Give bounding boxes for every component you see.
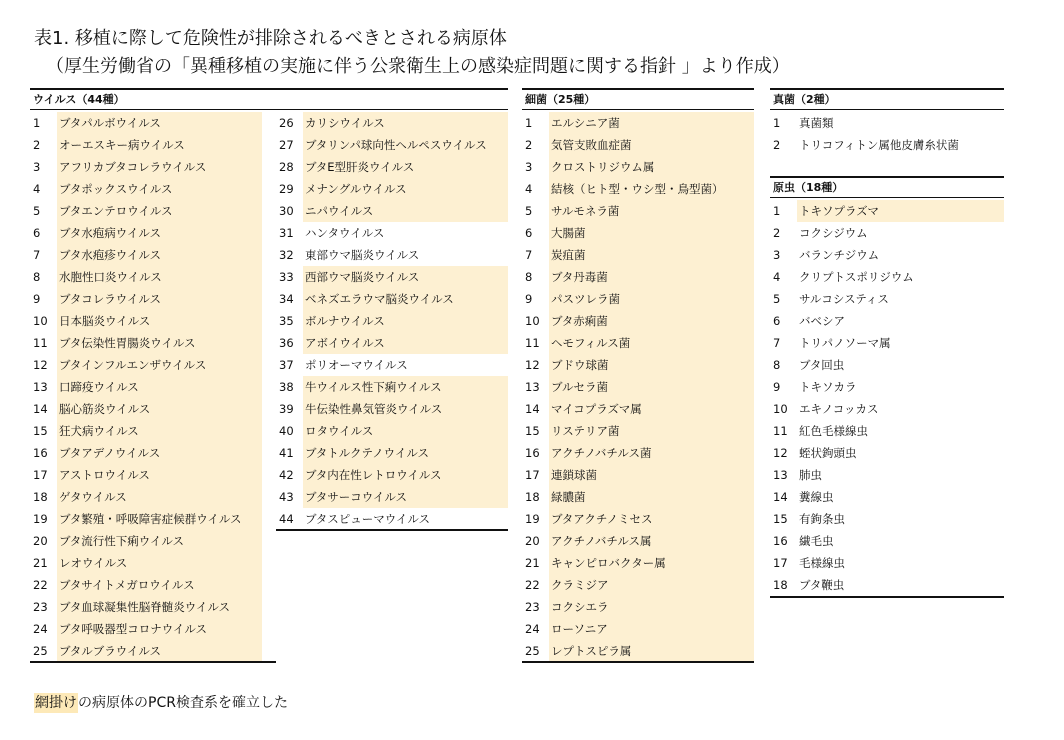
pathogen-name: 口蹄疫ウイルス [57, 376, 262, 398]
pathogen-name: ゲタウイルス [57, 486, 262, 508]
item-number: 16 [33, 446, 48, 460]
item-number: 11 [525, 336, 540, 350]
pathogen-name: リステリア菌 [549, 420, 754, 442]
item-number: 21 [525, 556, 540, 570]
list-item [522, 420, 754, 442]
pathogen-name: ブタ伝染性胃腸炎ウイルス [57, 332, 262, 354]
list-item [770, 200, 1004, 222]
item-number: 35 [279, 314, 294, 328]
list-item [276, 354, 508, 376]
item-number: 8 [33, 270, 41, 284]
pathogen-name: ブタポックスウイルス [57, 178, 262, 200]
pathogen-name: ブタトルクテノウイルス [303, 442, 508, 464]
item-number: 24 [525, 622, 540, 636]
item-number: 12 [525, 358, 540, 372]
list-item [522, 574, 754, 596]
list-item [276, 266, 508, 288]
list-item [276, 398, 508, 420]
pathogen-name: クラミジア [549, 574, 754, 596]
item-number: 3 [525, 160, 533, 174]
item-number: 4 [525, 182, 533, 196]
item-number: 10 [33, 314, 48, 328]
item-number: 15 [33, 424, 48, 438]
item-number: 20 [33, 534, 48, 548]
list-item [30, 200, 262, 222]
pathogen-name: ブルセラ菌 [549, 376, 754, 398]
list-item [770, 222, 1004, 244]
list-item [522, 266, 754, 288]
fungi-header: 真菌（2種） [770, 88, 1004, 110]
protozoa-list [770, 200, 1004, 596]
list-item [276, 376, 508, 398]
item-number: 19 [33, 512, 48, 526]
list-item [770, 508, 1004, 530]
pathogen-name: トキソカラ [799, 380, 857, 394]
item-number: 3 [773, 248, 781, 262]
pathogen-name: バベシア [799, 314, 845, 328]
pathogen-name: 東部ウマ脳炎ウイルス [305, 248, 420, 262]
list-item [276, 156, 508, 178]
list-item [276, 134, 508, 156]
list-item [30, 222, 262, 244]
item-number: 15 [525, 424, 540, 438]
pathogen-name: ブタサイトメガロウイルス [57, 574, 262, 596]
table-title: 表1. 移植に際して危険性が排除されるべきとされる病原体 [34, 28, 507, 49]
pathogen-name: アクチノバチルス菌 [549, 442, 754, 464]
pathogen-name: ニパウイルス [303, 200, 508, 222]
item-number: 24 [33, 622, 48, 636]
item-number: 16 [525, 446, 540, 460]
list-item [30, 112, 262, 134]
list-item [30, 574, 262, 596]
pathogen-name: ベネズエラウマ脳炎ウイルス [303, 288, 508, 310]
pathogen-name: サルコシスティス [799, 292, 889, 306]
item-number: 22 [525, 578, 540, 592]
protozoa-section [770, 176, 1004, 198]
item-number: 33 [279, 270, 294, 284]
pathogen-name: 糞線虫 [799, 490, 834, 504]
list-item [30, 596, 262, 618]
pathogen-name: メナングルウイルス [303, 178, 508, 200]
item-number: 2 [773, 138, 781, 152]
footnote-text: の病原体のPCR検査系を確立した [78, 695, 288, 711]
pathogen-name: レオウイルス [57, 552, 262, 574]
item-number: 29 [279, 182, 294, 196]
pathogen-name: マイコプラズマ属 [549, 398, 754, 420]
list-item [770, 266, 1004, 288]
item-number: 10 [773, 402, 788, 416]
pathogen-name: ブドウ球菌 [549, 354, 754, 376]
pathogen-name: ブタアデノウイルス [57, 442, 262, 464]
list-item [522, 310, 754, 332]
list-item [522, 640, 754, 662]
list-item [30, 552, 262, 574]
list-item [522, 354, 754, 376]
list-item [30, 376, 262, 398]
pathogen-name: トキソプラズマ [797, 200, 1004, 222]
item-number: 32 [279, 248, 294, 262]
pathogen-name: ブタ赤痢菌 [549, 310, 754, 332]
item-number: 9 [33, 292, 41, 306]
list-item [770, 134, 1004, 156]
list-item [276, 178, 508, 200]
virus-list-col1 [30, 112, 262, 662]
virus-header: ウイルス（44種） [30, 88, 508, 110]
pathogen-name: ブタ水疱疹ウイルス [57, 244, 262, 266]
pathogen-name: トリパノソーマ属 [799, 336, 891, 350]
item-number: 14 [525, 402, 540, 416]
pathogen-name: レプトスピラ属 [549, 640, 754, 662]
list-item [30, 266, 262, 288]
protozoa-end-rule [770, 596, 1004, 598]
pathogen-name: 繊毛虫 [799, 534, 834, 548]
pathogen-name: 炭疽菌 [549, 244, 754, 266]
pathogen-name: 大腸菌 [549, 222, 754, 244]
item-number: 30 [279, 204, 294, 218]
item-number: 1 [525, 116, 533, 130]
list-item [770, 442, 1004, 464]
item-number: 4 [33, 182, 41, 196]
item-number: 44 [279, 512, 294, 526]
item-number: 7 [33, 248, 41, 262]
pathogen-name: ロタウイルス [303, 420, 508, 442]
list-item [30, 640, 262, 662]
item-number: 25 [33, 644, 48, 658]
list-item [522, 222, 754, 244]
virus-list-col2 [276, 112, 508, 530]
item-number: 15 [773, 512, 788, 526]
item-number: 7 [773, 336, 781, 350]
item-number: 11 [773, 424, 788, 438]
pathogen-name: ブタスピューマウイルス [305, 512, 431, 526]
list-item [770, 530, 1004, 552]
list-item [522, 376, 754, 398]
table-subtitle: （厚生労働省の「異種移植の実施に伴う公衆衛生上の感染症問題に関する指針 」より作成） [46, 56, 790, 77]
pathogen-name: トリコフィトン属他皮膚糸状菌 [799, 138, 959, 152]
list-item [276, 112, 508, 134]
pathogen-name: ブタアクチノミセス [549, 508, 754, 530]
pathogen-name: ブタサーコウイルス [303, 486, 508, 508]
list-item [522, 618, 754, 640]
list-item [770, 398, 1004, 420]
list-item [30, 354, 262, 376]
item-number: 18 [773, 578, 788, 592]
item-number: 1 [773, 116, 781, 130]
pathogen-name: ブタコレラウイルス [57, 288, 262, 310]
item-number: 23 [33, 600, 48, 614]
pathogen-name: 水胞性口炎ウイルス [57, 266, 262, 288]
list-item [770, 332, 1004, 354]
item-number: 17 [773, 556, 788, 570]
item-number: 43 [279, 490, 294, 504]
pathogen-name: ブタE型肝炎ウイルス [303, 156, 508, 178]
fungi-list [770, 112, 1004, 156]
item-number: 13 [33, 380, 48, 394]
pathogen-name: ブタルブラウイルス [57, 640, 262, 662]
list-item [770, 464, 1004, 486]
list-item [522, 486, 754, 508]
item-number: 5 [33, 204, 41, 218]
list-item [30, 508, 262, 530]
list-item [770, 552, 1004, 574]
item-number: 6 [33, 226, 41, 240]
item-number: 7 [525, 248, 533, 262]
item-number: 13 [525, 380, 540, 394]
item-number: 6 [525, 226, 533, 240]
list-item [522, 156, 754, 178]
list-item [770, 310, 1004, 332]
pathogen-name: アボイウイルス [303, 332, 508, 354]
item-number: 8 [773, 358, 781, 372]
list-item [770, 376, 1004, 398]
item-number: 13 [773, 468, 788, 482]
list-item [522, 134, 754, 156]
pathogen-name: 脳心筋炎ウイルス [57, 398, 262, 420]
list-item [276, 244, 508, 266]
item-number: 27 [279, 138, 294, 152]
item-number: 39 [279, 402, 294, 416]
item-number: 4 [773, 270, 781, 284]
pathogen-name: キャンピロバクター属 [549, 552, 754, 574]
item-number: 20 [525, 534, 540, 548]
pathogen-name: エルシニア菌 [549, 112, 754, 134]
pathogen-name: アフリカブタコレラウイルス [57, 156, 262, 178]
item-number: 25 [525, 644, 540, 658]
item-number: 12 [773, 446, 788, 460]
pathogen-name: 肺虫 [799, 468, 822, 482]
item-number: 1 [773, 204, 781, 218]
item-number: 2 [33, 138, 41, 152]
item-number: 10 [525, 314, 540, 328]
item-number: 28 [279, 160, 294, 174]
item-number: 9 [525, 292, 533, 306]
list-item [522, 552, 754, 574]
pathogen-name: コクシエラ [549, 596, 754, 618]
pathogen-name: 牛伝染性鼻気管炎ウイルス [303, 398, 508, 420]
list-item [522, 442, 754, 464]
list-item [522, 332, 754, 354]
item-number: 34 [279, 292, 294, 306]
item-number: 2 [525, 138, 533, 152]
list-item [30, 464, 262, 486]
item-number: 2 [773, 226, 781, 240]
list-item [770, 486, 1004, 508]
virus-col1-end-rule [30, 661, 276, 663]
pathogen-name: コクシジウム [799, 226, 868, 240]
pathogen-name: ポリオーマウイルス [305, 358, 408, 372]
pathogen-name: オーエスキー病ウイルス [57, 134, 262, 156]
list-item [522, 178, 754, 200]
item-number: 40 [279, 424, 294, 438]
list-item [30, 618, 262, 640]
pathogen-name: ブタエンテロウイルス [57, 200, 262, 222]
item-number: 22 [33, 578, 48, 592]
pathogen-name: ヘモフィルス菌 [549, 332, 754, 354]
pathogen-name: 有鉤条虫 [799, 512, 845, 526]
list-item [522, 464, 754, 486]
list-item [522, 508, 754, 530]
list-item [276, 310, 508, 332]
pathogen-name: ブタ呼吸器型コロナウイルス [57, 618, 262, 640]
pathogen-name: 毛様線虫 [799, 556, 845, 570]
list-item [522, 112, 754, 134]
list-item [30, 486, 262, 508]
list-item [30, 288, 262, 310]
list-item [30, 310, 262, 332]
list-item [770, 288, 1004, 310]
pathogen-name: ブタ鞭虫 [799, 578, 845, 592]
list-item [30, 530, 262, 552]
list-item [770, 420, 1004, 442]
pathogen-name: 紅色毛様線虫 [799, 424, 868, 438]
pathogen-name: アクチノバチルス属 [549, 530, 754, 552]
protozoa-header: 原虫（18種） [770, 176, 1004, 198]
pathogen-name: ブタ流行性下痢ウイルス [57, 530, 262, 552]
item-number: 23 [525, 600, 540, 614]
item-number: 9 [773, 380, 781, 394]
list-item [770, 244, 1004, 266]
bacteria-list [522, 112, 754, 662]
pathogen-name: サルモネラ菌 [549, 200, 754, 222]
pathogen-name: ローソニア [549, 618, 754, 640]
pathogen-name: 日本脳炎ウイルス [57, 310, 262, 332]
pathogen-name: ブタリンパ球向性ヘルペスウイルス [303, 134, 508, 156]
item-number: 38 [279, 380, 294, 394]
item-number: 17 [33, 468, 48, 482]
item-number: 21 [33, 556, 48, 570]
pathogen-name: クロストリジウム属 [549, 156, 754, 178]
pathogen-name: クリプトスポリジウム [799, 270, 914, 284]
pathogen-name: 真菌類 [799, 116, 834, 130]
list-item [276, 486, 508, 508]
list-item [770, 112, 1004, 134]
item-number: 31 [279, 226, 294, 240]
fungi-section [770, 88, 1004, 110]
footnote-highlight-sample: 網掛け [35, 695, 77, 711]
bacteria-header: 細菌（25種） [522, 88, 754, 110]
list-item [276, 332, 508, 354]
pathogen-name: 緑膿菌 [549, 486, 754, 508]
item-number: 6 [773, 314, 781, 328]
pathogen-name: エキノコッカス [799, 402, 879, 416]
item-number: 42 [279, 468, 294, 482]
item-number: 19 [525, 512, 540, 526]
list-item [276, 420, 508, 442]
list-item [30, 156, 262, 178]
pathogen-name: ブタ水疱病ウイルス [57, 222, 262, 244]
item-number: 12 [33, 358, 48, 372]
pathogen-name: 連鎖球菌 [549, 464, 754, 486]
item-number: 5 [525, 204, 533, 218]
item-number: 14 [773, 490, 788, 504]
item-number: 18 [33, 490, 48, 504]
list-item [770, 574, 1004, 596]
list-item [522, 530, 754, 552]
list-item [522, 398, 754, 420]
pathogen-name: 気管支敗血症菌 [549, 134, 754, 156]
list-item [522, 200, 754, 222]
item-number: 37 [279, 358, 294, 372]
virus-section [30, 88, 508, 110]
item-number: 8 [525, 270, 533, 284]
item-number: 17 [525, 468, 540, 482]
item-number: 18 [525, 490, 540, 504]
pathogen-name: バランチジウム [799, 248, 880, 262]
pathogen-name: ブタ血球凝集性脳脊髄炎ウイルス [57, 596, 262, 618]
list-item [276, 200, 508, 222]
item-number: 26 [279, 116, 294, 130]
item-number: 5 [773, 292, 781, 306]
list-item [522, 596, 754, 618]
item-number: 3 [33, 160, 41, 174]
list-item [522, 244, 754, 266]
list-item [30, 442, 262, 464]
item-number: 16 [773, 534, 788, 548]
list-item [276, 222, 508, 244]
pathogen-name: ブタ丹毒菌 [549, 266, 754, 288]
list-item [276, 442, 508, 464]
list-item [30, 420, 262, 442]
pathogen-name: 西部ウマ脳炎ウイルス [303, 266, 508, 288]
pathogen-name: ブタ内在性レトロウイルス [303, 464, 508, 486]
pathogen-name: カリシウイルス [303, 112, 508, 134]
pathogen-name: パスツレラ菌 [549, 288, 754, 310]
item-number: 36 [279, 336, 294, 350]
list-item [276, 508, 508, 530]
list-item [30, 178, 262, 200]
item-number: 1 [33, 116, 41, 130]
list-item [276, 288, 508, 310]
footnote [34, 692, 288, 712]
list-item [30, 398, 262, 420]
pathogen-name: ブタ繁殖・呼吸障害症候群ウイルス [57, 508, 262, 530]
list-item [276, 464, 508, 486]
item-number: 41 [279, 446, 294, 460]
pathogen-name: ブタパルボウイルス [57, 112, 262, 134]
pathogen-name: 狂犬病ウイルス [57, 420, 262, 442]
list-item [30, 134, 262, 156]
list-item [30, 244, 262, 266]
pathogen-name: ボルナウイルス [303, 310, 508, 332]
pathogen-name: ハンタウイルス [305, 226, 385, 240]
pathogen-name: アストロウイルス [57, 464, 262, 486]
list-item [770, 354, 1004, 376]
virus-col2-end-rule [276, 529, 508, 531]
pathogen-name: ブタ回虫 [799, 358, 845, 372]
pathogen-name: 牛ウイルス性下痢ウイルス [303, 376, 508, 398]
pathogen-name: 蛭状鉤頭虫 [799, 446, 857, 460]
list-item [522, 288, 754, 310]
item-number: 11 [33, 336, 48, 350]
item-number: 14 [33, 402, 48, 416]
bacteria-end-rule [522, 661, 754, 663]
pathogen-name: 結核（ヒト型・ウシ型・鳥型菌） [549, 178, 754, 200]
list-item [30, 332, 262, 354]
bacteria-section [522, 88, 754, 110]
pathogen-name: ブタインフルエンザウイルス [57, 354, 262, 376]
